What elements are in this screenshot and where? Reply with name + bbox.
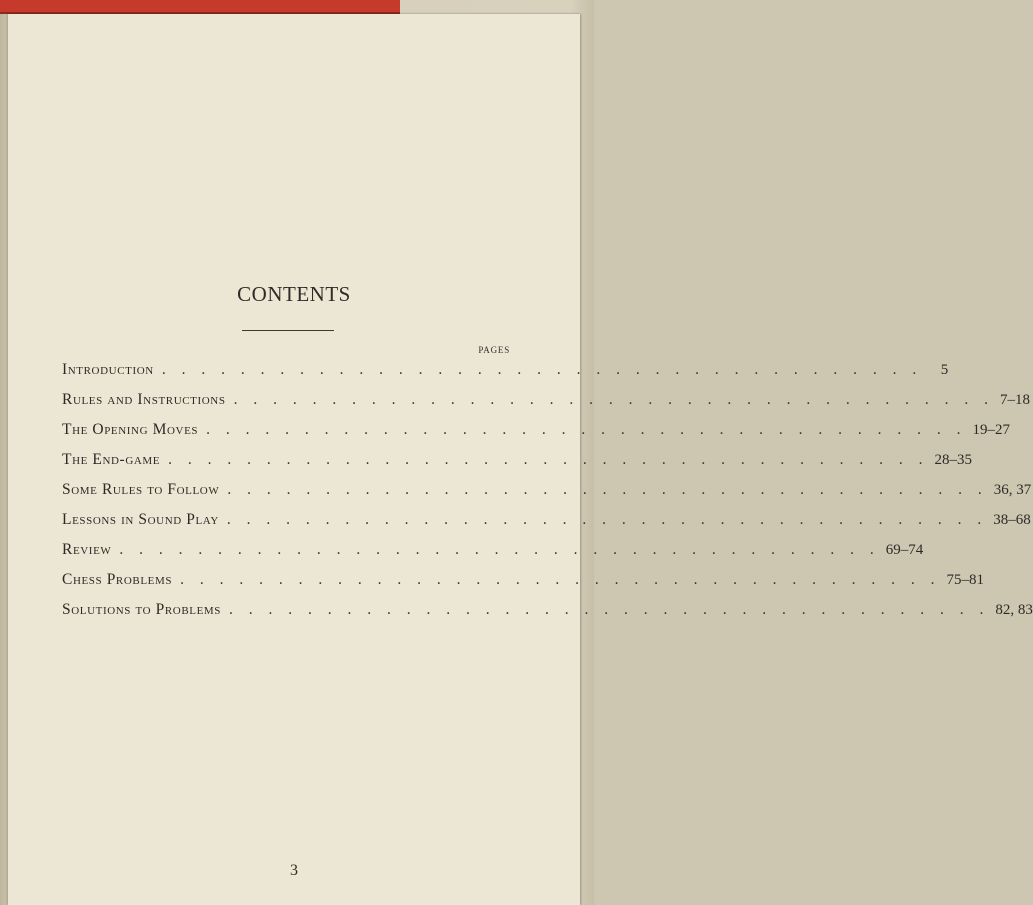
title-rule	[242, 330, 334, 331]
toc-entry-title: The Opening Moves	[62, 421, 199, 438]
toc-entry-title: Review	[62, 541, 112, 558]
toc-entry	[62, 361, 949, 391]
toc-entry	[62, 571, 984, 601]
page-title: CONTENTS	[237, 282, 351, 306]
dot-leader: . . . . . . . . . . . . . . . . . . . . . . . . . . . . . . . . . . . . . . .	[206, 421, 967, 438]
table-of-contents	[62, 361, 1033, 631]
toc-entry-pages: 5	[940, 362, 949, 378]
page-number: 3	[290, 862, 298, 879]
dot-leader: . . . . . . . . . . . . . . . . . . . . . . . . . . . . . . . . . . . . . . .	[227, 481, 988, 498]
toc-entry	[62, 511, 1031, 541]
toc-entry-title: The End-game	[62, 451, 161, 468]
toc-entry-pages: 7–18	[999, 392, 1030, 408]
toc-entry	[62, 481, 1032, 511]
dot-leader: . . . . . . . . . . . . . . . . . . . . . . . . . . . . . . . . . . . . . . .	[161, 361, 923, 378]
toc-entry	[62, 451, 972, 481]
toc-entry-pages: 28–35	[934, 452, 972, 468]
toc-entry-title: Introduction	[62, 361, 154, 378]
dot-leader: . . . . . . . . . . . . . . . . . . . . . . . . . . . . . . . . . . . . . . .	[180, 571, 941, 588]
dot-leader: . . . . . . . . . . . . . . . . . . . . . . . . . . . . . . . . . . . . . . .	[233, 391, 994, 408]
red-cloth-strip	[0, 0, 400, 14]
dot-leader: . . . . . . . . . . . . . . . . . . . . . . . . . . . . . . . . . . . . . . .	[229, 601, 990, 618]
toc-entry-title: Chess Problems	[62, 571, 173, 588]
toc-entry-title: Rules and Instructions	[62, 391, 226, 408]
toc-entry-pages: 19–27	[972, 422, 1010, 438]
pages-column-label: PAGES	[478, 345, 510, 355]
dot-leader: . . . . . . . . . . . . . . . . . . . . . . . . . . . . . . . . . . . . . . .	[226, 511, 988, 528]
dot-leader: . . . . . . . . . . . . . . . . . . . . . . . . . . . . . . . . . . . . . . .	[119, 541, 880, 558]
toc-entry	[62, 421, 1010, 451]
toc-entry-title: Solutions to Problems	[62, 601, 222, 618]
toc-entry-pages: 38–68	[993, 512, 1031, 528]
toc-entry-title: Some Rules to Follow	[62, 481, 220, 498]
toc-entry-title: Lessons in Sound Play	[62, 511, 219, 528]
contents-page	[8, 14, 1033, 905]
toc-entry	[62, 391, 1030, 421]
toc-entry-pages: 69–74	[885, 542, 924, 558]
toc-entry-pages: 75–81	[946, 572, 984, 588]
toc-entry-pages: 82, 83	[995, 602, 1033, 618]
toc-entry	[62, 601, 1033, 631]
toc-entry	[62, 541, 924, 571]
dot-leader: . . . . . . . . . . . . . . . . . . . . . . . . . . . . . . . . . . . . . . .	[168, 451, 929, 468]
toc-entry-pages: 36, 37	[993, 482, 1032, 498]
